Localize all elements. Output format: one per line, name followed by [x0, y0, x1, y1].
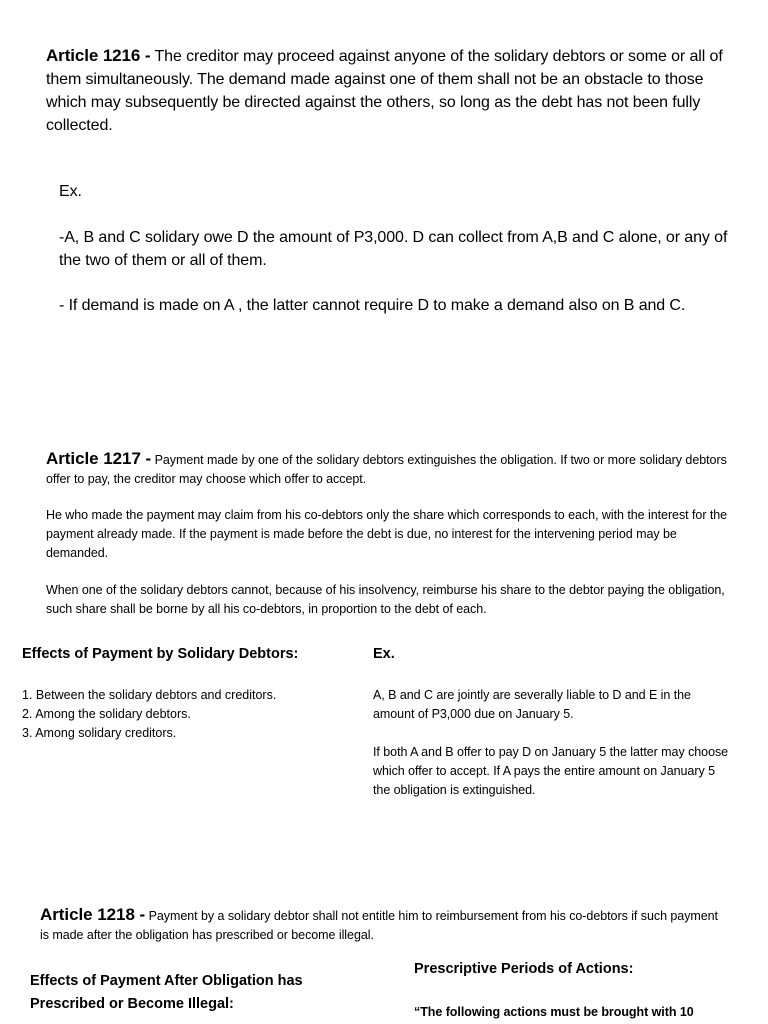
article-1217-paragraph-3: When one of the solidary debtors cannot, because of his insolvency, reimburse his share to the debtor paying the obligation, such share shall be borne by all his co-debtors, in proportion to the debt of each.	[46, 583, 725, 616]
list-item: 3. Among solidary creditors.	[22, 726, 177, 740]
prescriptive-heading: Prescriptive Periods of Actions:	[414, 961, 634, 977]
example-1216-label: Ex.	[59, 183, 82, 200]
effects-payment-section	[22, 643, 352, 743]
prescriptive-section	[414, 958, 754, 1022]
article-1218-title: Article 1218 -	[40, 905, 146, 924]
effects-prescribed-heading: Effects of Payment After Obligation has Prescribed or Become Illegal:	[30, 973, 303, 1012]
example-1217-section	[373, 643, 733, 800]
effects-payment-heading: Effects of Payment by Solidary Debtors:	[22, 646, 299, 662]
article-1218-section	[40, 905, 720, 945]
article-1216-title: Article 1216 -	[46, 46, 151, 65]
article-1216-section	[46, 44, 726, 137]
article-1217-section	[46, 449, 730, 619]
article-1217-text: Payment made by one of the solidary debtors extinguishes the obligation. If two or more solidary debtors offer to pay, the creditor may choose which offer to accept.	[46, 453, 727, 486]
example-1217-paragraph-1: A, B and C are jointly are severally liable to D and E in the amount of P3,000 due on January 5.	[373, 688, 691, 721]
example-1216-section	[59, 180, 731, 317]
example-1216-item-2: - If demand is made on A , the latter cannot require D to make a demand also on B and C.	[59, 297, 686, 314]
example-1216-item-1: -A, B and C solidary owe D the amount of P3,000. D can collect from A,B and C alone, or any of the two of them or all of them.	[59, 229, 728, 269]
list-item: 1. Between the solidary debtors and creditors.	[22, 688, 277, 702]
article-1217-title: Article 1217 -	[46, 449, 152, 468]
prescriptive-quote: “The following actions must be brought with 10	[414, 1005, 694, 1019]
effects-payment-list	[22, 686, 352, 743]
article-1217-paragraph-1	[46, 449, 730, 489]
list-item: 2. Among the solidary debtors.	[22, 707, 191, 721]
example-1217-label: Ex.	[373, 646, 395, 662]
article-1218-text: Payment by a solidary debtor shall not entitle him to reimbursement from his co-debtors if such payment is made after the obligation has prescribed or become illegal.	[40, 909, 718, 942]
article-1216-paragraph	[46, 44, 726, 137]
article-1216-text: The creditor may proceed against anyone of the solidary debtors or some or all of them simultaneously. The demand made against one of them shall not be an obstacle to those which may subsequently be directed against the others, so long as the debt has not been fully collected.	[46, 48, 723, 134]
article-1217-paragraph-2: He who made the payment may claim from his co-debtors only the share which corresponds to each, with the interest for the payment already made. If the payment is made before the debt is due, no interest for the intervening period may be demanded.	[46, 508, 728, 560]
effects-prescribed-section	[30, 970, 360, 1016]
example-1217-paragraph-2: If both A and B offer to pay D on January 5 the latter may choose which offer to accept. If A pays the entire amount on January 5 the obligation is extinguished.	[373, 745, 729, 797]
article-1218-paragraph	[40, 905, 720, 945]
